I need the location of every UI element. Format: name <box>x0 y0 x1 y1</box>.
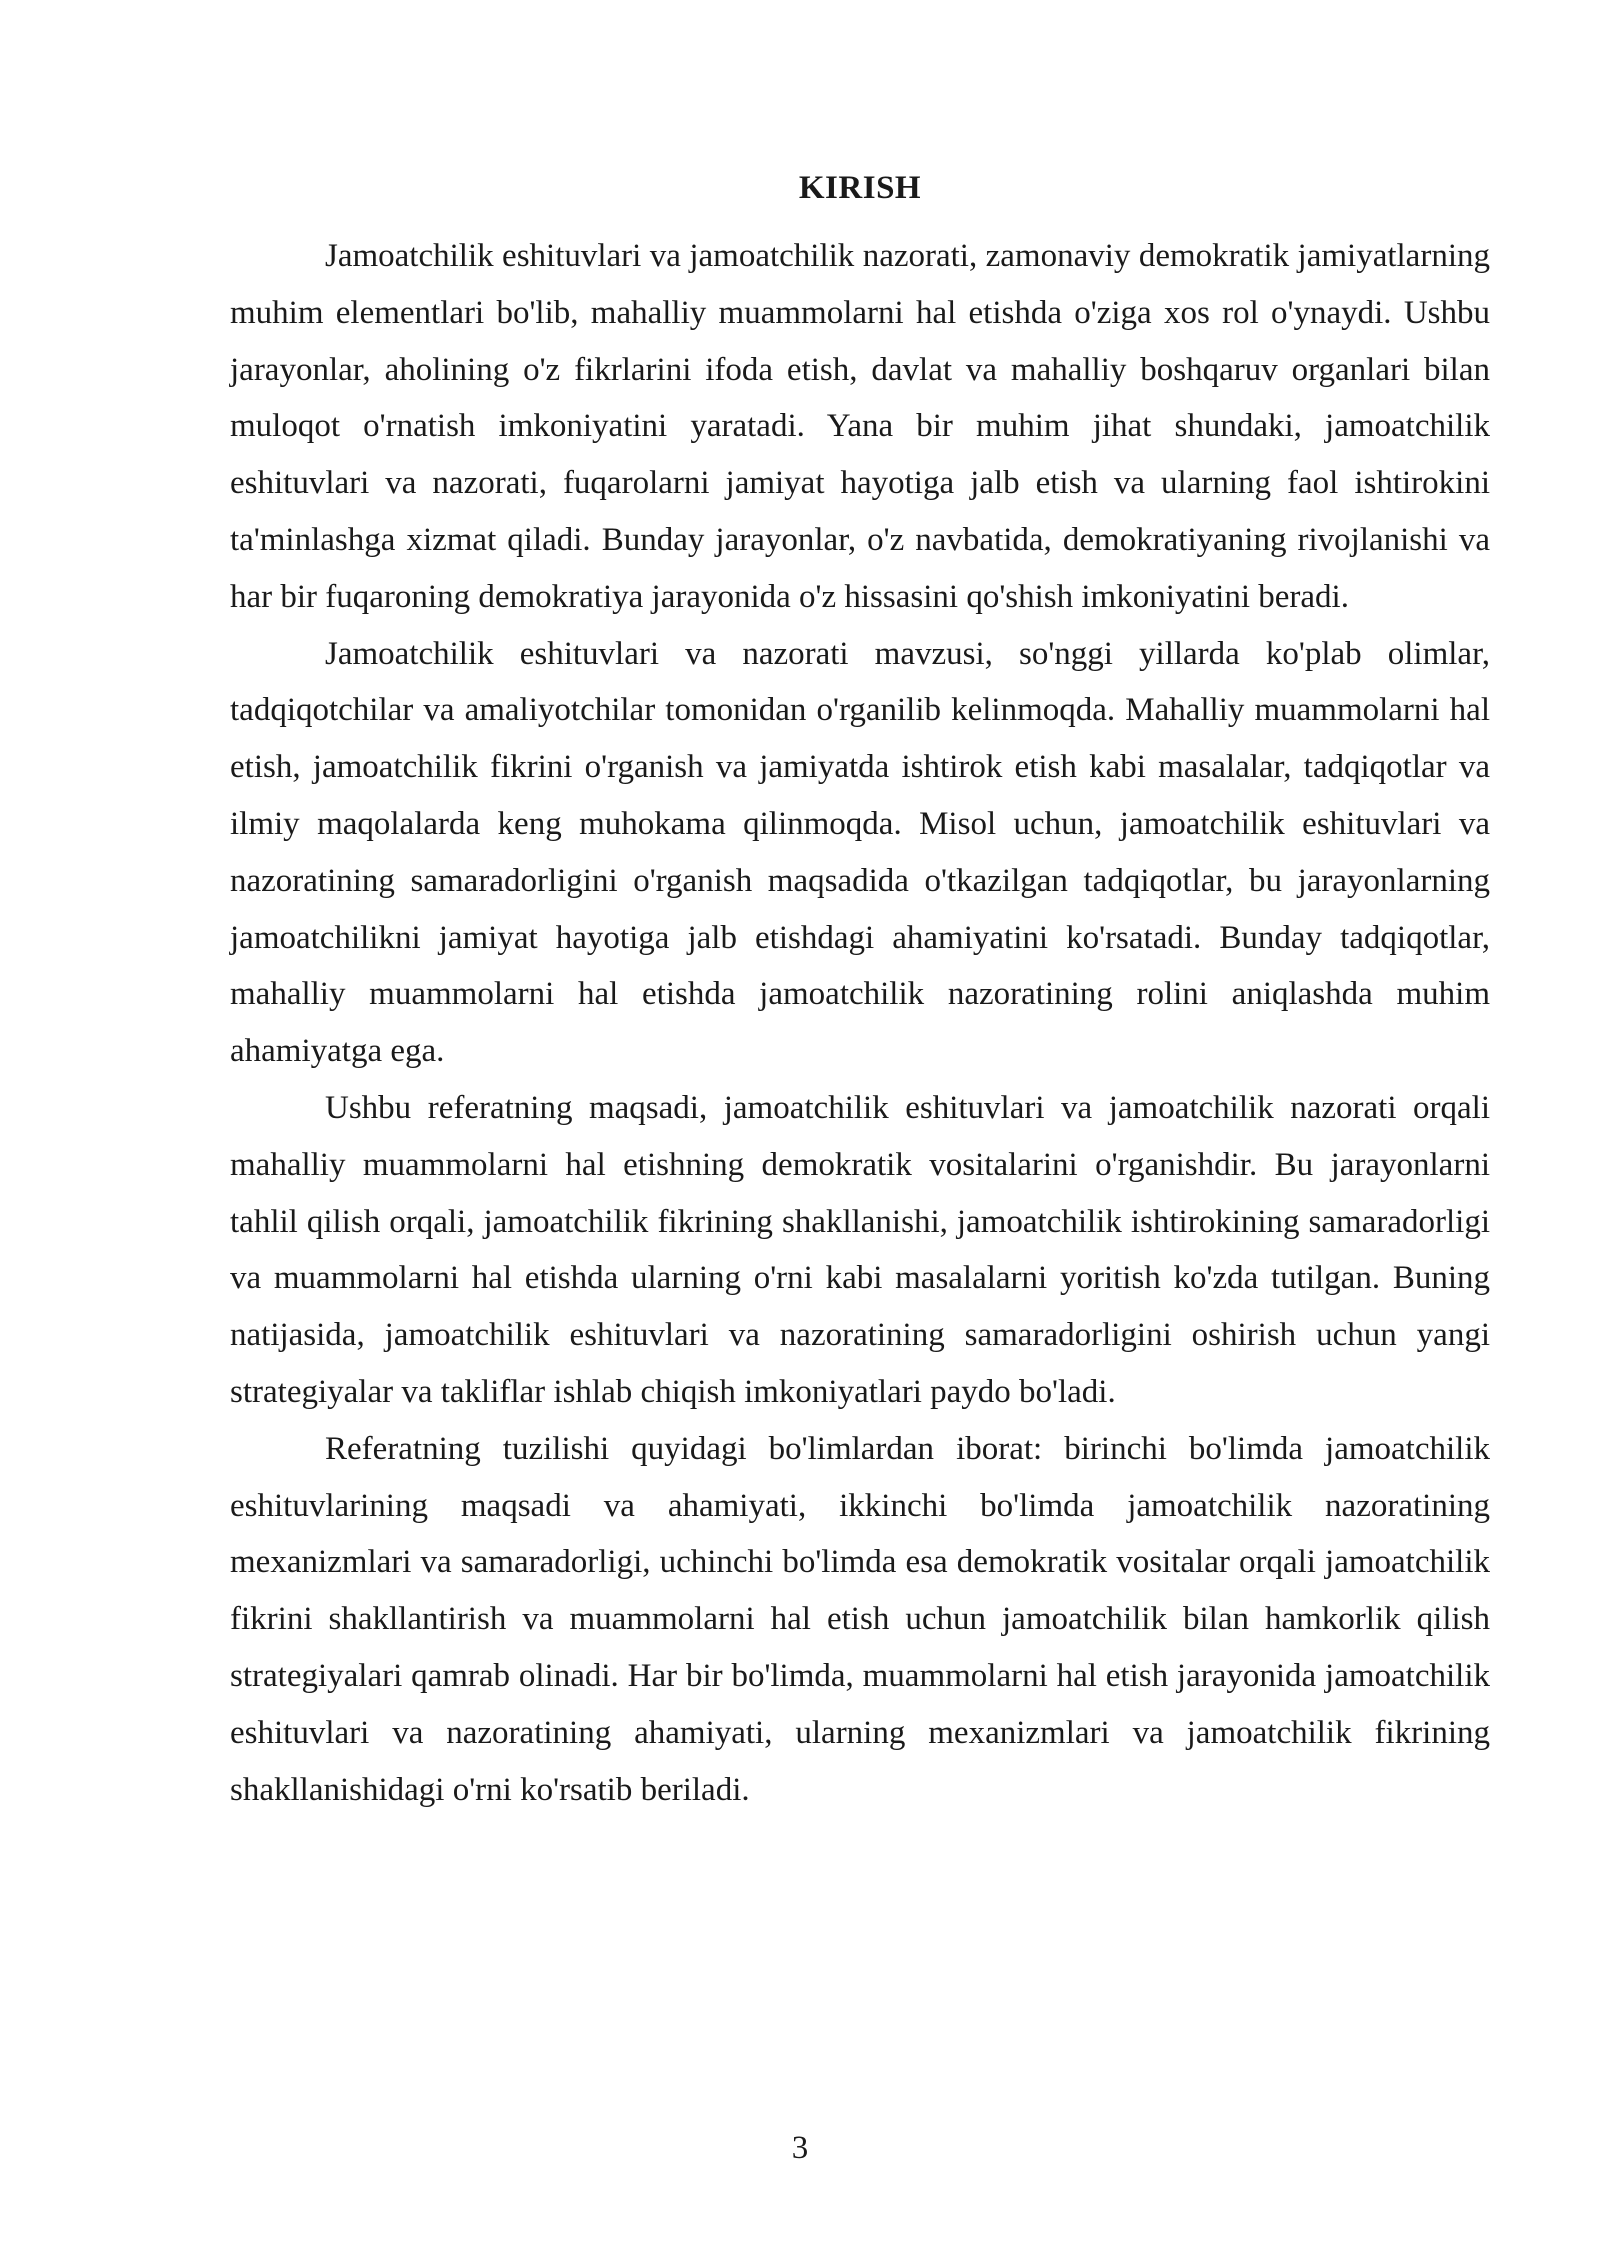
paragraph-3: Ushbu referatning maqsadi, jamoatchilik eshituvlari va jamoatchilik nazorati orqali mahalliy muammolarni hal etishning demokratik vositalarini o'rganishdir. Bu jarayonlarni tahlil qilish orqali, jamoatchilik fikrining shakllanishi, jamoatchilik ishtirokining samaradorligi va muammolarni hal etishda ularning o'rni kabi masalalarni yoritish ko'zda tutilgan. Buning natijasida, jamoatchilik eshituvlari va nazoratining samaradorligini oshirish uchun yangi strategiyalar va takliflar ishlab chiqish imkoniyatlari paydo bo'ladi. <box>230 1089 1490 1410</box>
paragraph-4: Referatning tuzilishi quyidagi bo'limlardan iborat: birinchi bo'limda jamoatchilik eshituvlarining maqsadi va ahamiyati, ikkinchi bo'limda jamoatchilik nazoratining mexanizmlari va samaradorligi, uchinchi bo'limda esa demokratik vositalar orqali jamoatchilik fikrini shakllantirish va muammolarni hal etish uchun jamoatchilik bilan hamkorlik qilish strategiyalari qamrab olinadi. Har bir bo'limda, muammolarni hal etish jarayonida jamoatchilik eshituvlari va nazoratining ahamiyati, ularning mexanizmlari va jamoatchilik fikrining shakllanishidagi o'rni ko'rsatib beriladi. <box>230 1430 1490 1808</box>
section-title: KIRISH <box>798 170 922 206</box>
page-number: 3 <box>791 2130 809 2166</box>
paragraph-1: Jamoatchilik eshituvlari va jamoatchilik nazorati, zamonaviy demokratik jamiyatlarning muhim elementlari bo'lib, mahalliy muammolarni hal etishda o'ziga xos rol o'ynaydi. Ushbu jarayonlar, aholining o'z fikrlarini ifoda etish, davlat va mahalliy boshqaruv organlari bilan muloqot o'rnatish imkoniyatini yaratadi. Yana bir muhim jihat shundaki, jamoatchilik eshituvlari va nazorati, fuqarolarni jamiyat hayotiga jalb etish va ularning faol ishtirokini ta'minlashga xizmat qiladi. Bunday jarayonlar, o'z navbatida, demokratiyaning rivojlanishi va har bir fuqaroning demokratiya jarayonida o'z hissasini qo'shish imkoniyatini beradi. <box>230 238 1490 615</box>
page-content <box>230 160 1490 1818</box>
paragraph-2: Jamoatchilik eshituvlari va nazorati mavzusi, so'nggi yillarda ko'plab olimlar, tadqiqotchilar va amaliyotchilar tomonidan o'rganilib kelinmoqda. Mahalliy muammolarni hal etish, jamoatchilik fikrini o'rganish va jamiyatda ishtirok etish kabi masalalar, tadqiqotlar va ilmiy maqolalarda keng muhokama qilinmoqda. Misol uchun, jamoatchilik eshituvlari va nazoratining samaradorligini o'rganish maqsadida o'tkazilgan tadqiqotlar, bu jarayonlarning jamoatchilikni jamiyat hayotiga jalb etishdagi ahamiyatini ko'rsatadi. Bunday tadqiqotlar, mahalliy muammolarni hal etishda jamoatchilik nazoratining rolini aniqlashda muhim ahamiyatga ega. <box>230 635 1490 1070</box>
